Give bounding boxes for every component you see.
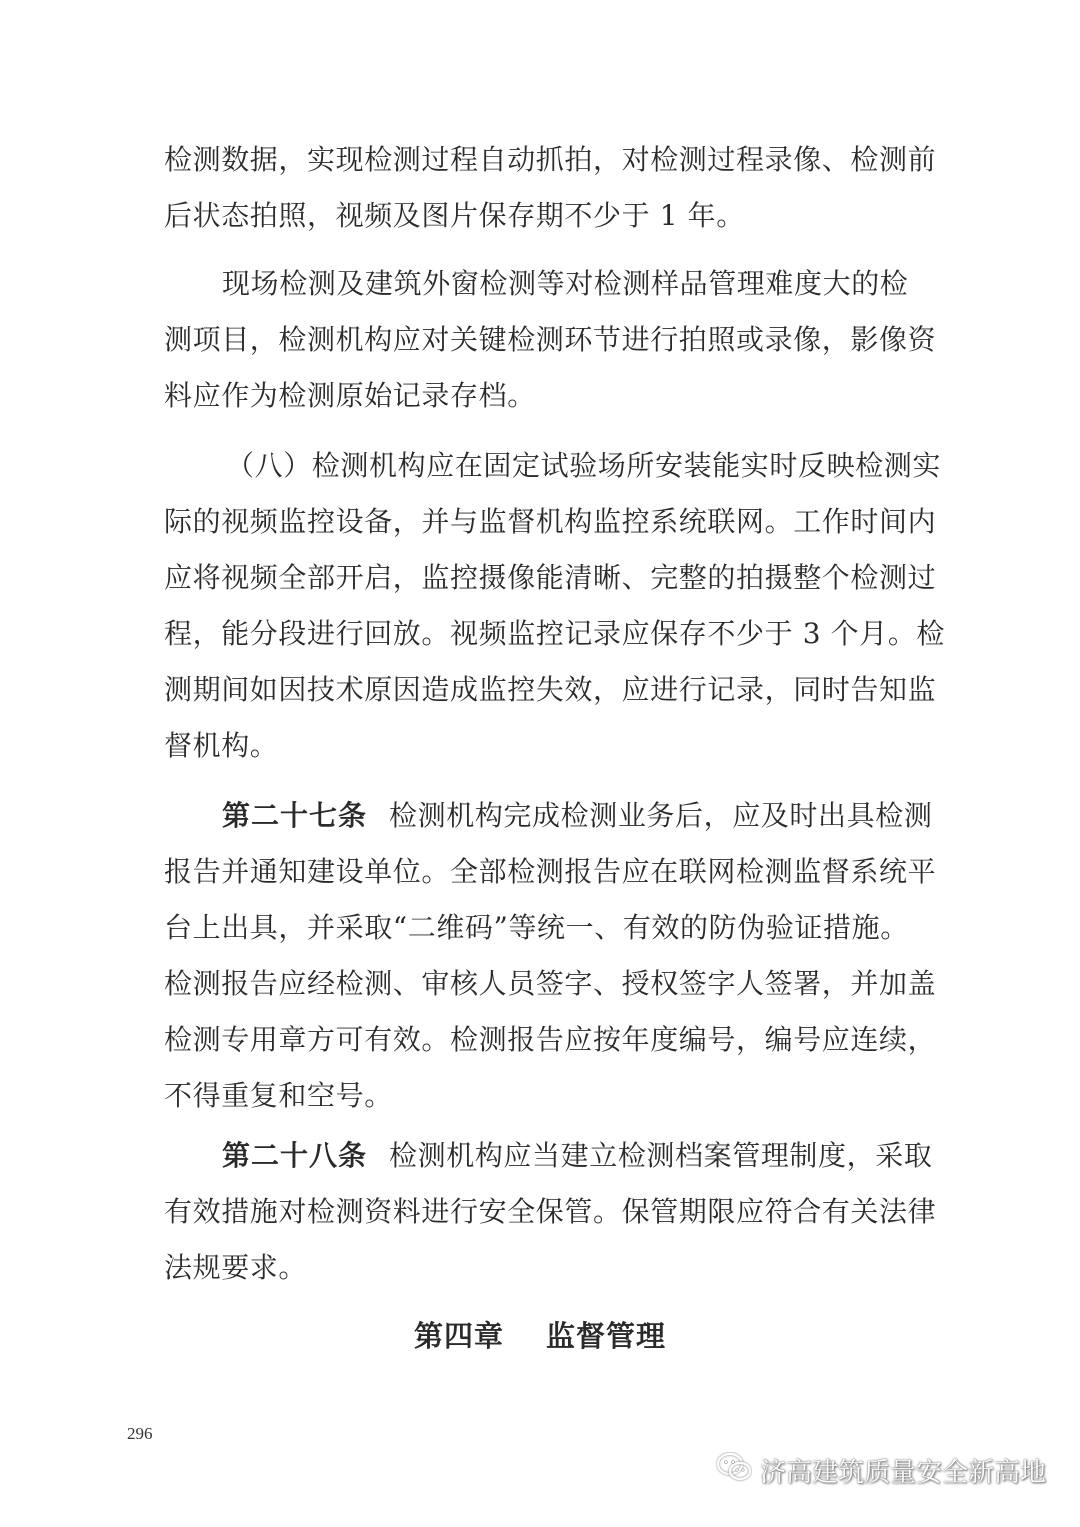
paragraph-3-line-4: 程，能分段进行回放。视频监控记录应保存不少于 3 个月。检 bbox=[164, 617, 946, 650]
paragraph-3-line-6: 督机构。 bbox=[164, 729, 279, 762]
article-27-line-6: 不得重复和空号。 bbox=[164, 1079, 393, 1112]
paragraph-3-line-2: 际的视频监控设备，并与监督机构监控系统联网。工作时间内 bbox=[164, 505, 937, 538]
paragraph-3-line-1: （八）检测机构应在固定试验场所安装能实时反映检测实 bbox=[226, 449, 942, 482]
paragraph-2-line-3: 料应作为检测原始记录存档。 bbox=[164, 379, 536, 412]
paragraph-3-line-3: 应将视频全部开启，监控摄像能清晰、完整的拍摄整个检测过 bbox=[164, 561, 937, 594]
chapter-heading bbox=[0, 1316, 1080, 1356]
article-28-line-3: 法规要求。 bbox=[164, 1251, 308, 1284]
article-27-first-line bbox=[222, 796, 932, 836]
wechat-icon bbox=[716, 1452, 760, 1489]
article-27-line-4: 检测报告应经检测、审核人员签字、授权签字人签署，并加盖 bbox=[164, 967, 937, 1000]
paragraph-2-line-2: 测项目，检测机构应对关键检测环节进行拍照或录像，影像资 bbox=[164, 323, 937, 356]
article-27-title: 第二十七条 bbox=[222, 799, 368, 832]
paragraph-1-line-2: 后状态拍照，视频及图片保存期不少于 1 年。 bbox=[164, 199, 745, 232]
page-number: 296 bbox=[127, 1424, 153, 1443]
watermark-text: 济高建筑质量安全新高地 bbox=[759, 1458, 1046, 1488]
paragraph-1-line-1: 检测数据，实现检测过程自动抓拍，对检测过程录像、检测前 bbox=[164, 143, 937, 176]
article-27-line-3: 台上出具，并采取“二维码”等统一、有效的防伪验证措施。 bbox=[164, 911, 909, 944]
article-27-line-2: 报告并通知建设单位。全部检测报告应在联网检测监督系统平 bbox=[164, 855, 937, 888]
article-28-first-line-text: 检测机构应当建立检测档案管理制度，采取 bbox=[389, 1139, 933, 1172]
article-28-title: 第二十八条 bbox=[222, 1139, 368, 1172]
chapter-name: 监督管理 bbox=[546, 1319, 667, 1353]
article-28-first-line bbox=[222, 1136, 932, 1176]
article-27-first-line-text: 检测机构完成检测业务后，应及时出具检测 bbox=[389, 799, 933, 832]
paragraph-2-line-1: 现场检测及建筑外窗检测等对检测样品管理难度大的检 bbox=[222, 267, 909, 300]
article-28-line-2: 有效措施对检测资料进行安全保管。保管期限应符合有关法律 bbox=[164, 1195, 937, 1228]
article-27-line-5: 检测专用章方可有效。检测报告应按年度编号，编号应连续， bbox=[164, 1023, 937, 1056]
chapter-number: 第四章 bbox=[413, 1319, 504, 1353]
paragraph-3-line-5: 测期间如因技术原因造成监控失效，应进行记录，同时告知监 bbox=[164, 673, 937, 706]
watermark bbox=[716, 1452, 1046, 1489]
